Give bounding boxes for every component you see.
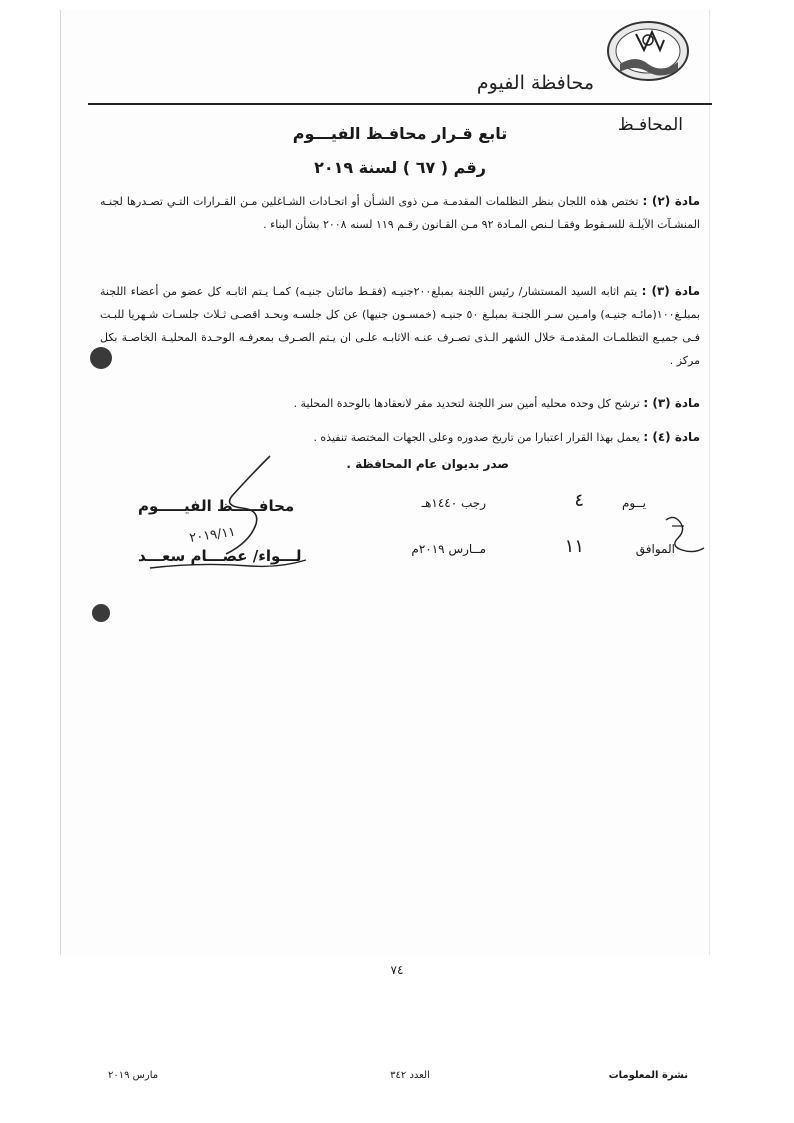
office-label: المحافـظ [617,115,683,135]
punch-hole [92,604,110,622]
footer-publication: نشرة المعلومات [608,1070,688,1081]
issued-statement: صدر بديوان عام المحافظة . [346,457,509,471]
article-4 [100,426,700,449]
article-label: مادة (٣) : [641,284,700,298]
article-2 [100,190,700,236]
footer-issue: العدد ٣٤٢ [390,1070,430,1081]
governorate-name: محافظة الفيوم [476,72,594,94]
corresponding-value: ١١ [564,536,584,557]
article-text: يتم اثابه السيد المستشار/ رئيس اللجنة بمبلغ٢٠٠جنيـه (فقـط مائتان جنيـه) كمـا يـتم اثابـه كل عضو من أعضاء اللجنة بمبلـغ١٠٠(مائـه جنيـه) وامـين سـر اللجنـة بمبلـغ ٥٠ جنيـه (خمسـون جنيها) عن كل جلسـه وبحـد اقصـى ثـلاث جلسـات شـهريا للبـت فـى جميـع التظلمـات المقدمـة خلال الشهر الـذى تصـرف عنـه الاثابـه علـى ان يـتم الصـرف بمعرفـه الوحـدة المحليـة الخاصـة بكل مركز . [100,285,700,367]
article-label: مادة (٢) : [642,194,701,208]
article-text: تختص هذه اللجان بنظر التظلمات المقدمـة مـن ذوى الشـأن أو اتحـادات الشـاغلين مـن القـرارات التـي تصـدرها لجنـه المنشـآت الآيلـة للسـقوط وفقـا لـنص المـادة ٩٢ مـن القـانون رقـم ١١٩ لسنه ٢٠٠٨ بشأن البناء . [100,195,700,231]
article-text: يعمل بهذا القرار اعتبارا من تاريخ صدوره وعلى الجهات المختصة تنفيذه . [313,431,640,444]
decree-title: تابع قـرار محافـظ الفيـــوم [292,124,508,143]
signature-date: ٢٠١٩/١١ [188,524,237,546]
governorate-seal-logo [606,20,690,82]
day-value: ٤ [574,490,584,511]
article-label: مادة (٤) : [643,430,700,444]
governor-name: لـــواء/ عصـــام سعـــد [138,547,302,565]
handwritten-signature [130,450,330,580]
punch-hole [90,347,112,369]
header-divider [88,103,712,105]
gregorian-date: مــارس ٢٠١٩م [411,542,486,556]
footer-date: مارس ٢٠١٩ [108,1070,159,1081]
hijri-date: رجب ١٤٤٠هـ [421,496,486,510]
corresponding-label: الموافق [635,542,675,556]
article-text: ترشح كل وحده محليه أمين سر اللجنة لتحديد مقر لانعقادها بالوحدة المحلية . [293,397,640,410]
governor-title: محافـــــظ الفيـــــوم [138,497,295,515]
article-label: مادة (٣) : [643,396,700,410]
handwritten-initials [660,512,708,556]
article-3 [100,280,700,372]
article-3-second [100,392,700,415]
decree-number: رقم ( ٦٧ ) لسنة ٢٠١٩ [314,158,486,177]
page-number: ٧٤ [390,963,404,977]
day-label: يــوم [622,496,646,510]
